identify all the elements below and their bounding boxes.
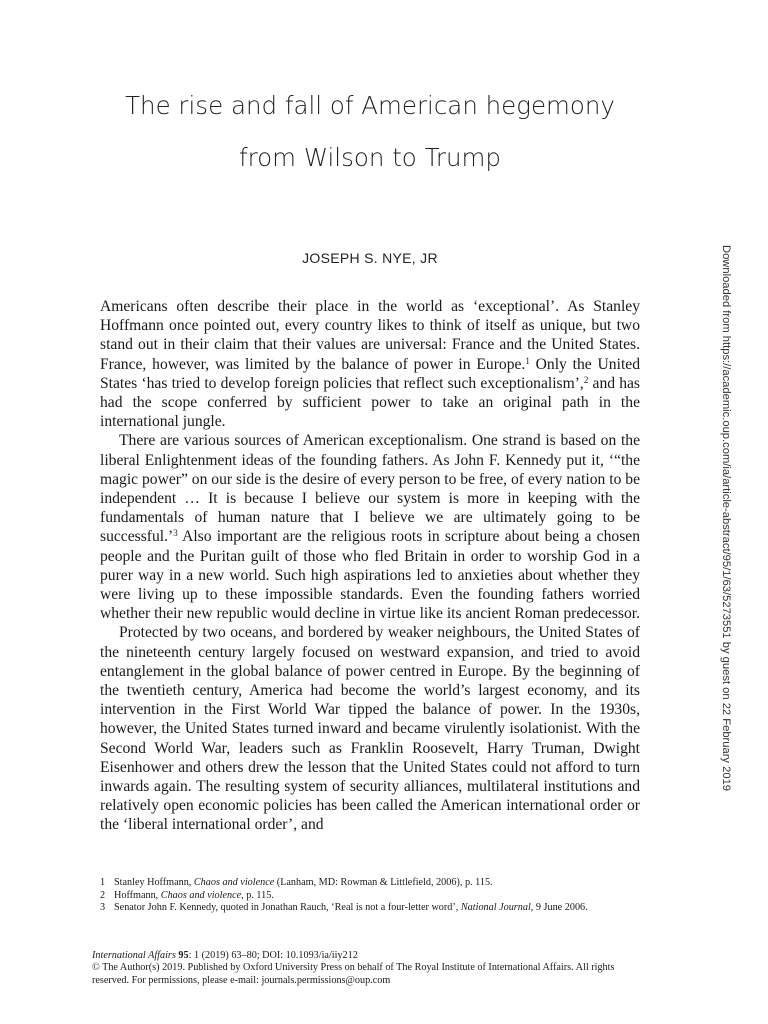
text-segment: , 9 June 2006. — [530, 902, 588, 913]
footnote-text — [114, 902, 640, 915]
journal-name: International Affairs — [92, 950, 176, 961]
text-segment: , p. 115. — [241, 889, 274, 901]
text-segment: There are various sources of American exceptionalism. One strand is based on the liberal Enlightenment ideas of the founding fathers. As John F. Kennedy put it, ‘“the magic power” on our side is the desire of every person to be free, of every nation to be independent … It is because I believe our system is more in keeping with the fundamentals of human nature that I believe we are ultimately going to be successful.’ — [100, 432, 640, 546]
imprint — [92, 950, 652, 987]
footnotes — [100, 877, 640, 915]
text-segment: Protected by two oceans, and bordered by weaker neighbours, the United States of the nineteenth century largely focused on westward expansion, and tried to avoid entanglement in the global balance of power centred in Europe. By the beginning of the twentieth century, America had become the world’s largest economy, and its intervention in the First World War tipped the balance of power. In the 1930s, however, the United States turned inward and became virulently isolationist. With the Second World War, leaders such as Franklin Roosevelt, Harry Truman, Dwight Eisenhower and others drew the lesson that the United States could not afford to turn inwards again. The resulting system of security alliances, multilateral institutions and relatively open economic policies has been called the American international order or the ‘liberal international order’, and — [100, 624, 640, 834]
article-title — [0, 80, 740, 184]
footnote-number: 1 — [100, 877, 106, 888]
download-note: Downloaded from https://academic.oup.com/ia/article-abstract/95/1/63/5273551 by guest on 22 February 2019 — [720, 245, 732, 792]
text-segment: Hoffmann, — [114, 889, 161, 901]
body-paragraph — [100, 431, 640, 623]
footnote-ref: 2 — [583, 374, 589, 385]
text-segment: Stanley Hoffmann, — [114, 877, 194, 888]
text-segment: Senator John F. Kennedy, quoted in Jonathan Rauch, ‘Real is not a four-letter word’, — [114, 902, 461, 913]
article-body — [100, 297, 640, 835]
footnote-text — [114, 890, 640, 903]
footnote-text — [114, 877, 640, 890]
footnote-number: 3 — [100, 902, 106, 913]
text-segment: Also important are the religious roots in scripture about being a chosen people and the Puritan guilt of those who fled Britain in order to worship God in a purer way in a new world. Such high aspirations led to anxieties about whether they were living up to these impossible standards. Even the founding fathers worried whether their new republic would decline in virtue like its ancient Roman predecessor. — [100, 528, 640, 623]
text-segment: Americans often describe their place in the world as ‘exceptional’. As Stanley Hoffmann once pointed out, every country likes to think of itself as unique, but two stand out in their claim that their values are universal: France and the United States. France, however, was limited by the balance of power in Europe. — [100, 298, 640, 373]
footnote — [100, 890, 640, 903]
citation-line — [92, 950, 652, 962]
body-paragraph — [100, 297, 640, 431]
article-title-line-2: from Wilson to Trump — [239, 143, 501, 172]
footnote-ref: 3 — [173, 528, 178, 539]
footnote-ref: 1 — [525, 355, 530, 366]
text-segment: Only the United States ‘has tried to develop foreign policies that reflect such exceptionalism’, — [100, 355, 640, 392]
download-sidebar — [720, 245, 748, 825]
text-segment: (Lanham, MD: Rowman & Littlefield, 2006), p. 115. — [274, 877, 493, 888]
author-name: JOSEPH S. NYE, JR — [302, 250, 438, 266]
italic-text: Chaos and violence — [193, 877, 275, 888]
footnote — [100, 877, 640, 890]
journal-volume: 95 — [178, 950, 189, 961]
footnote-number: 2 — [100, 889, 106, 901]
copyright-notice: © The Author(s) 2019. Published by Oxford University Press on behalf of The Royal Institute of International Affairs. All rights reserved. For permissions, please e-mail: journals.permissions@oup.com — [92, 962, 615, 986]
body-paragraph — [100, 623, 640, 834]
citation-details: : 1 (2019) 63–80; DOI: 10.1093/ia/iiy212 — [188, 950, 358, 961]
footnote — [100, 902, 640, 915]
article-title-line-1: The rise and fall of American hegemony — [125, 91, 615, 120]
italic-text: Chaos and violence — [160, 889, 242, 901]
italic-text: National Journal — [460, 902, 531, 913]
text-segment: and has had the scope conferred by sufficient power to take an original path in the international jungle. — [100, 374, 640, 431]
